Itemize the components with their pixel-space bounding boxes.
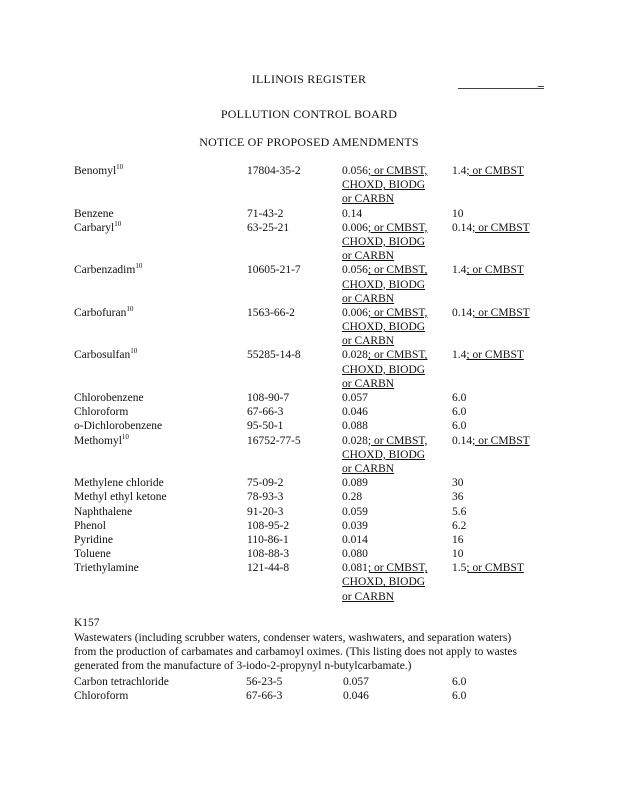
- nww-value: 0.14: [452, 221, 473, 234]
- ww-value: 0.056: [342, 264, 368, 277]
- nww-alternative: ; or CMBST: [472, 434, 530, 447]
- nonwastewater-standard: [452, 419, 562, 433]
- nww-value: 0.14: [452, 306, 473, 319]
- footnote-ref: 10: [130, 347, 138, 356]
- constituent-name-cell: [74, 561, 247, 604]
- cas-number: 67-66-3: [247, 406, 284, 419]
- wastewater-standard: [342, 164, 452, 207]
- constituent-name: Triethylamine: [74, 562, 139, 575]
- constituent-name: Carbon tetrachloride: [74, 676, 169, 688]
- constituent-name-cell: [74, 519, 247, 533]
- cas-number: 17804-35-2: [247, 165, 301, 177]
- ww-line: [342, 164, 452, 178]
- nonwastewater-standard: 6.0: [452, 690, 467, 702]
- wastewater-standard: [342, 490, 452, 504]
- ww-line: [342, 419, 452, 433]
- wastewater-standard: [342, 263, 452, 306]
- table-row: [74, 689, 466, 703]
- wastewater-standard: [342, 348, 452, 391]
- ww-value: 0.14: [342, 207, 363, 220]
- constituent-name-cell: [74, 221, 247, 264]
- notice-title: NOTICE OF PROPOSED AMENDMENTS: [199, 135, 419, 149]
- wastewater-standard: [342, 207, 452, 221]
- nww-value: 5.6: [452, 505, 467, 518]
- wastewater-standard: [342, 391, 452, 405]
- constituent-name: Methyl ethyl ketone: [74, 491, 167, 504]
- cas-number: 63-25-21: [247, 221, 290, 234]
- nonwastewater-standard: 6.0: [452, 676, 467, 688]
- ww-alternative: ; or CMBST,: [367, 264, 428, 277]
- constituent-name: o-Dichlorobenzene: [74, 420, 163, 433]
- constituent-name: Pyridine: [74, 533, 113, 546]
- cas-number: 91-20-3: [247, 505, 284, 518]
- nww-alternative: ; or CMBST: [466, 349, 524, 362]
- ww-value: 0.28: [342, 491, 363, 504]
- ww-alternative: ; or CMBST,: [367, 349, 428, 362]
- ww-alternative: ; or CMBST,: [367, 562, 428, 575]
- table-row: [74, 263, 562, 306]
- nww-value: 0.14: [452, 434, 473, 447]
- constituent-name: Carbenzadim: [74, 264, 136, 277]
- table-row: [74, 519, 562, 533]
- ww-value: 0.028: [342, 434, 368, 447]
- table-row: [74, 476, 562, 490]
- wastewater-standard: [342, 519, 452, 533]
- ww-line: [342, 505, 452, 519]
- constituent-name-cell: [74, 533, 247, 547]
- description-line: generated from the manufacture of 3-iodo-2-propynyl n-butylcarbamate.): [74, 660, 412, 673]
- nww-value: 6.0: [452, 392, 467, 404]
- constituent-name: Methylene chloride: [74, 477, 164, 490]
- ww-line: CHOXD, BIODG: [342, 179, 426, 192]
- nonwastewater-standard: [452, 306, 562, 349]
- k157-constituent-table: [74, 675, 466, 703]
- ww-line: [342, 533, 452, 547]
- footnote-ref: 10: [121, 432, 129, 441]
- nww-alternative: ; or CMBST: [472, 221, 530, 234]
- cas-number: 56-23-5: [246, 676, 283, 688]
- table-row: [74, 405, 562, 419]
- nww-alternative: ; or CMBST: [466, 562, 524, 575]
- ww-line: [342, 306, 452, 320]
- waste-description: [74, 631, 564, 674]
- register-title: ILLINOIS REGISTER: [251, 72, 367, 86]
- table-row: [74, 675, 466, 689]
- constituent-name-cell: [74, 476, 247, 490]
- table-row: [74, 547, 562, 561]
- constituent-name-cell: [74, 547, 247, 561]
- constituent-name-cell: [74, 490, 247, 504]
- constituent-table: [74, 164, 562, 604]
- constituent-name-cell: [74, 419, 247, 433]
- ww-line: [342, 519, 452, 533]
- description-line: from the production of carbamates and carbamoyl oximes. (This listing does not apply to wastes: [74, 646, 517, 659]
- nonwastewater-standard: [452, 490, 562, 504]
- wastewater-standard: [342, 561, 452, 604]
- nonwastewater-standard: [452, 434, 562, 477]
- board-title: POLLUTION CONTROL BOARD: [220, 107, 398, 121]
- nonwastewater-standard: [452, 263, 562, 306]
- ww-line: or CARBN: [342, 335, 395, 348]
- footnote-ref: 10: [126, 304, 134, 313]
- constituent-name: Methomyl: [74, 434, 122, 447]
- constituent-name-cell: [74, 348, 247, 391]
- cas-number: 78-93-3: [247, 491, 284, 504]
- table-row: [74, 207, 562, 221]
- ww-line: or CARBN: [342, 590, 395, 603]
- constituent-name-cell: [74, 391, 247, 405]
- wastewater-standard: 0.046: [343, 690, 369, 702]
- ww-value: 0.006: [342, 221, 368, 234]
- wastewater-standard: 0.057: [343, 676, 369, 688]
- ww-value: 0.014: [342, 533, 368, 546]
- cas-number: 110-86-1: [247, 533, 289, 546]
- table-row: [74, 306, 562, 349]
- wastewater-standard: [342, 547, 452, 561]
- nonwastewater-standard: [452, 207, 562, 221]
- ww-line: [342, 434, 452, 448]
- constituent-name-cell: [74, 164, 247, 207]
- table-row: [74, 391, 562, 405]
- ww-line: [342, 476, 452, 490]
- constituent-name-cell: [74, 263, 247, 306]
- ww-value: 0.028: [342, 349, 368, 362]
- wastewater-standard: [342, 533, 452, 547]
- constituent-name-cell: [74, 207, 247, 221]
- nww-value: 1.4: [452, 264, 467, 277]
- footnote-ref: 10: [135, 262, 143, 271]
- ww-line: [342, 405, 452, 419]
- cas-number: 108-88-3: [247, 548, 290, 561]
- ww-line: CHOXD, BIODG: [342, 321, 426, 334]
- nww-alternative: ; or CMBST: [472, 306, 530, 319]
- wastewater-standard: [342, 419, 452, 433]
- constituent-name: Chloroform: [74, 406, 129, 419]
- constituent-name-cell: [74, 434, 247, 477]
- nww-value: 36: [452, 491, 464, 504]
- ww-value: 0.081: [342, 562, 368, 575]
- constituent-name: Chlorobenzene: [74, 392, 144, 404]
- ww-line: CHOXD, BIODG: [342, 448, 426, 461]
- nww-alternative: ; or CMBST: [466, 264, 524, 277]
- nww-alternative: ; or CMBST: [466, 165, 524, 177]
- nww-value: 10: [452, 548, 464, 561]
- constituent-name: Phenol: [74, 519, 106, 532]
- ww-line: [342, 263, 452, 277]
- constituent-name-cell: [74, 405, 247, 419]
- cas-number: 121-44-8: [247, 562, 290, 575]
- cas-number: 71-43-2: [247, 207, 284, 220]
- wastewater-standard: [342, 505, 452, 519]
- ww-line: CHOXD, BIODG: [342, 235, 426, 248]
- table-row: [74, 419, 562, 433]
- wastewater-standard: [342, 476, 452, 490]
- wastewater-standard: [342, 434, 452, 477]
- wastewater-standard: [342, 306, 452, 349]
- nww-value: 1.4: [452, 165, 467, 177]
- wastewater-standard: [342, 221, 452, 264]
- constituent-name: Benomyl: [74, 165, 117, 177]
- header-rule-tick: [538, 86, 544, 87]
- ww-value: 0.080: [342, 548, 368, 561]
- ww-line: [342, 207, 452, 221]
- cas-number: 108-95-2: [247, 519, 290, 532]
- table-row: [74, 533, 562, 547]
- ww-line: [342, 348, 452, 362]
- ww-line: [342, 221, 452, 235]
- nonwastewater-standard: [452, 348, 562, 391]
- constituent-name: Toluene: [74, 548, 111, 561]
- cas-number: 67-66-3: [246, 690, 283, 702]
- cas-number: 10605-21-7: [247, 264, 301, 277]
- constituent-name: Benzene: [74, 207, 114, 220]
- footnote-ref: 10: [114, 219, 122, 228]
- cas-number: 95-50-1: [247, 420, 284, 433]
- nww-value: 6.0: [452, 406, 467, 419]
- ww-line: CHOXD, BIODG: [342, 278, 426, 291]
- ww-line: [342, 490, 452, 504]
- ww-value: 0.006: [342, 306, 368, 319]
- table-row: [74, 348, 562, 391]
- ww-value: 0.057: [342, 392, 368, 404]
- table-row: [74, 561, 562, 604]
- nonwastewater-standard: [452, 533, 562, 547]
- constituent-name: Naphthalene: [74, 505, 133, 518]
- nonwastewater-standard: [452, 405, 562, 419]
- footnote-ref: 10: [116, 163, 124, 171]
- header-rule: [458, 88, 544, 89]
- wastewater-standard: [342, 405, 452, 419]
- nww-value: 1.4: [452, 349, 467, 362]
- table-row: [74, 221, 562, 264]
- constituent-name-cell: [74, 505, 247, 519]
- ww-alternative: ; or CMBST,: [367, 221, 428, 234]
- ww-line: [342, 391, 452, 405]
- nww-value: 1.5: [452, 562, 467, 575]
- nww-value: 16: [452, 533, 464, 546]
- nonwastewater-standard: [452, 476, 562, 490]
- ww-line: or CARBN: [342, 193, 395, 206]
- nonwastewater-standard: [452, 221, 562, 264]
- cas-number: 1563-66-2: [247, 306, 295, 319]
- ww-line: [342, 561, 452, 575]
- nonwastewater-standard: [452, 561, 562, 604]
- constituent-name-cell: [74, 306, 247, 349]
- ww-value: 0.046: [342, 406, 368, 419]
- ww-line: [342, 547, 452, 561]
- constituent-name: Carbofuran: [74, 306, 127, 319]
- ww-line: or CARBN: [342, 377, 395, 390]
- ww-value: 0.056: [342, 165, 368, 177]
- ww-line: CHOXD, BIODG: [342, 576, 426, 589]
- ww-alternative: ; or CMBST,: [367, 434, 428, 447]
- ww-line: or CARBN: [342, 250, 395, 263]
- nonwastewater-standard: [452, 391, 562, 405]
- ww-value: 0.089: [342, 477, 368, 490]
- nww-value: 6.2: [452, 519, 467, 532]
- description-line: Wastewaters (including scrubber waters, condenser waters, washwaters, and separation waters): [74, 632, 512, 644]
- ww-alternative: ; or CMBST,: [367, 306, 428, 319]
- ww-line: CHOXD, BIODG: [342, 363, 426, 376]
- ww-alternative: ; or CMBST,: [367, 165, 428, 177]
- nonwastewater-standard: [452, 164, 562, 207]
- nonwastewater-standard: [452, 505, 562, 519]
- nww-value: 6.0: [452, 420, 467, 433]
- nww-value: 10: [452, 207, 464, 220]
- constituent-name: Carbosulfan: [74, 349, 131, 362]
- cas-number: 108-90-7: [247, 392, 290, 404]
- table-row: [74, 490, 562, 504]
- constituent-name: Carbaryl: [74, 221, 115, 234]
- ww-value: 0.088: [342, 420, 368, 433]
- cas-number: 75-09-2: [247, 477, 284, 490]
- ww-value: 0.059: [342, 505, 368, 518]
- ww-line: or CARBN: [342, 462, 395, 475]
- nonwastewater-standard: [452, 547, 562, 561]
- cas-number: 55285-14-8: [247, 349, 301, 362]
- cas-number: 16752-77-5: [247, 434, 301, 447]
- nww-value: 30: [452, 477, 464, 490]
- table-row: [74, 434, 562, 477]
- table-row: [74, 505, 562, 519]
- waste-code: K157: [74, 617, 100, 629]
- nonwastewater-standard: [452, 519, 562, 533]
- table-row: [74, 164, 562, 207]
- ww-line: or CARBN: [342, 292, 395, 305]
- constituent-name: Chloroform: [74, 690, 129, 702]
- ww-value: 0.039: [342, 519, 368, 532]
